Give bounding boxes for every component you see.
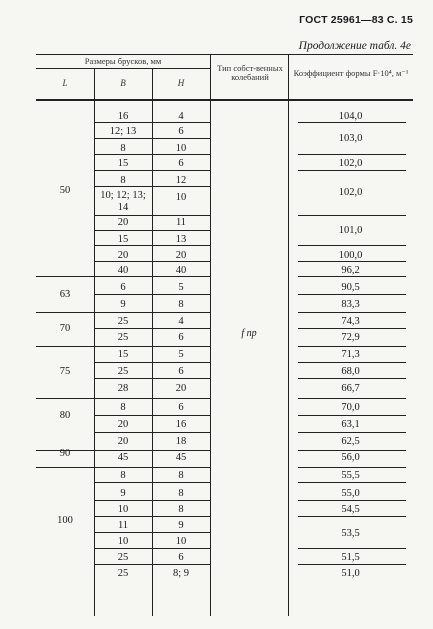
H-value: 10 [175,536,187,547]
coef-value: 66,7 [341,383,360,394]
B-value: 25 [117,568,129,579]
row-rule [94,122,210,123]
B-value: 16 [117,111,129,122]
header-L: L [62,78,68,88]
row-rule [94,378,210,379]
B-value: 20 [117,250,129,261]
coef-rule [298,245,406,246]
L-separator [36,398,94,399]
L-separator [36,467,94,468]
row-rule [94,467,210,468]
coef-value: 53,5 [341,528,360,539]
row-rule [94,500,210,501]
row-rule [94,482,210,483]
row-rule [94,230,210,231]
coef-rule [298,378,406,379]
row-rule [94,398,210,399]
header-coef: Коэффициент формы F·10⁴, м⁻¹ [293,68,409,78]
header-type: Тип собст-венных колебаний [217,63,283,82]
B-value: 20 [117,419,129,430]
H-value: 20 [175,383,187,394]
L-value: 63 [59,289,71,300]
row-rule [94,432,210,433]
coef-rule [298,564,406,565]
coef-value: 102,0 [338,187,363,198]
H-value: 6 [178,366,184,377]
H-value: 20 [175,250,187,261]
coef-value: 63,1 [341,419,360,430]
B-value: 25 [117,552,129,563]
coef-value: 103,0 [338,133,363,144]
H-value: 8 [178,470,184,481]
B-value: 40 [117,265,129,276]
coef-rule [298,450,406,451]
H-value: 10 [175,143,187,154]
coef-rule [298,346,406,347]
H-value: 5 [178,349,184,360]
coef-value: 51,0 [341,568,360,579]
coef-rule [298,294,406,295]
coef-value: 72,9 [341,332,360,343]
coef-rule [298,215,406,216]
dimension-table [36,54,413,616]
coef-value: 74,3 [341,316,360,327]
row-rule [94,186,210,187]
L-value: 90 [59,448,71,459]
H-value: 45 [175,452,187,463]
coef-value: 55,0 [341,488,360,499]
header-bottom-rule [36,99,413,101]
B-value: 12; 13 [109,126,137,137]
table-top-rule [36,54,413,55]
H-value: 6 [178,332,184,343]
coef-value: 54,5 [341,504,360,515]
coef-rule [298,467,406,468]
B-value: 11 [117,520,129,531]
H-value: 6 [178,126,184,137]
row-rule [94,261,210,262]
coef-value: 56,0 [341,452,360,463]
vibration-type-value: f пр [241,328,257,339]
coef-rule [298,548,406,549]
B-value: 25 [117,366,129,377]
coef-value: 101,0 [338,225,363,236]
H-value: 16 [175,419,187,430]
B-value: 28 [117,383,129,394]
coef-value: 96,2 [341,265,360,276]
B-value: 10 [117,504,129,515]
coef-value: 71,3 [341,349,360,360]
B-value: 25 [117,316,129,327]
B-value: 15 [117,234,129,245]
row-rule [94,154,210,155]
H-value: 8 [178,504,184,515]
L-value: 75 [59,366,71,377]
L-value: 50 [59,185,71,196]
L-value: 70 [59,323,71,334]
H-value: 8; 9 [172,568,190,579]
row-rule [94,276,210,277]
B-value: 25 [117,332,129,343]
coef-rule [298,516,406,517]
B-value: 8 [120,175,126,186]
row-rule [94,362,210,363]
H-value: 13 [175,234,187,245]
coef-rule [298,154,406,155]
row-rule [94,170,210,171]
coef-value: 68,0 [341,366,360,377]
coef-rule [298,432,406,433]
coef-value: 102,0 [338,158,363,169]
row-rule [94,532,210,533]
L-separator [36,312,94,313]
B-value: 8 [120,402,126,413]
B-value: 8 [120,143,126,154]
H-value: 8 [178,299,184,310]
row-rule [94,215,210,216]
L-separator [36,276,94,277]
H-value: 9 [178,520,184,531]
B-value: 15 [117,158,129,169]
B-value: 10 [117,536,129,547]
row-rule [94,548,210,549]
row-rule [94,346,210,347]
B-value: 20 [117,217,129,228]
coef-value: 100,0 [338,250,363,261]
H-value: 12 [175,175,187,186]
coef-rule [298,312,406,313]
H-value: 6 [178,402,184,413]
row-rule [94,138,210,139]
H-value: 11 [175,217,187,228]
header-group: Размеры брусков, мм [84,56,162,66]
document-header: ГОСТ 25961—83 С. 15 [299,14,413,26]
H-value: 5 [178,282,184,293]
row-rule [94,328,210,329]
L-value: 100 [57,515,73,526]
B-value: 9 [120,488,126,499]
H-value: 40 [175,265,187,276]
coef-value: 104,0 [338,111,363,122]
H-value: 10 [175,192,187,203]
coef-rule [298,122,406,123]
B-value: 6 [120,282,126,293]
continuation-label: Продолжение табл. 4е [298,40,411,52]
header-B: B [120,78,126,88]
coef-value: 55,5 [341,470,360,481]
coef-rule [298,500,406,501]
coef-rule [298,415,406,416]
row-rule [94,245,210,246]
coef-value: 83,3 [341,299,360,310]
H-value: 6 [178,552,184,563]
B-value: 15 [117,349,129,360]
coef-rule [298,482,406,483]
coef-rule [298,398,406,399]
B-value: 20 [117,436,129,447]
coef-value: 51,5 [341,552,360,563]
L-separator [36,346,94,347]
B-value: 10; 12; 13; 14 [100,190,146,213]
row-rule [94,294,210,295]
H-value: 4 [178,111,184,122]
row-rule [94,564,210,565]
coef-rule [298,276,406,277]
H-value: 18 [175,436,187,447]
B-value: 8 [120,470,126,481]
coef-value: 62,5 [341,436,360,447]
H-value: 6 [178,158,184,169]
coef-value: 70,0 [341,402,360,413]
B-value: 45 [117,452,129,463]
group-header-rule [36,68,210,69]
row-rule [94,415,210,416]
coef-rule [298,328,406,329]
L-value: 80 [59,410,71,421]
header-H: H [177,78,185,88]
row-rule [94,450,210,451]
H-value: 8 [178,488,184,499]
H-value: 4 [178,316,184,327]
row-rule [94,516,210,517]
coef-rule [298,170,406,171]
coef-rule [298,362,406,363]
coef-rule [298,261,406,262]
row-rule [94,312,210,313]
coef-value: 90,5 [341,282,360,293]
B-value: 9 [120,299,126,310]
